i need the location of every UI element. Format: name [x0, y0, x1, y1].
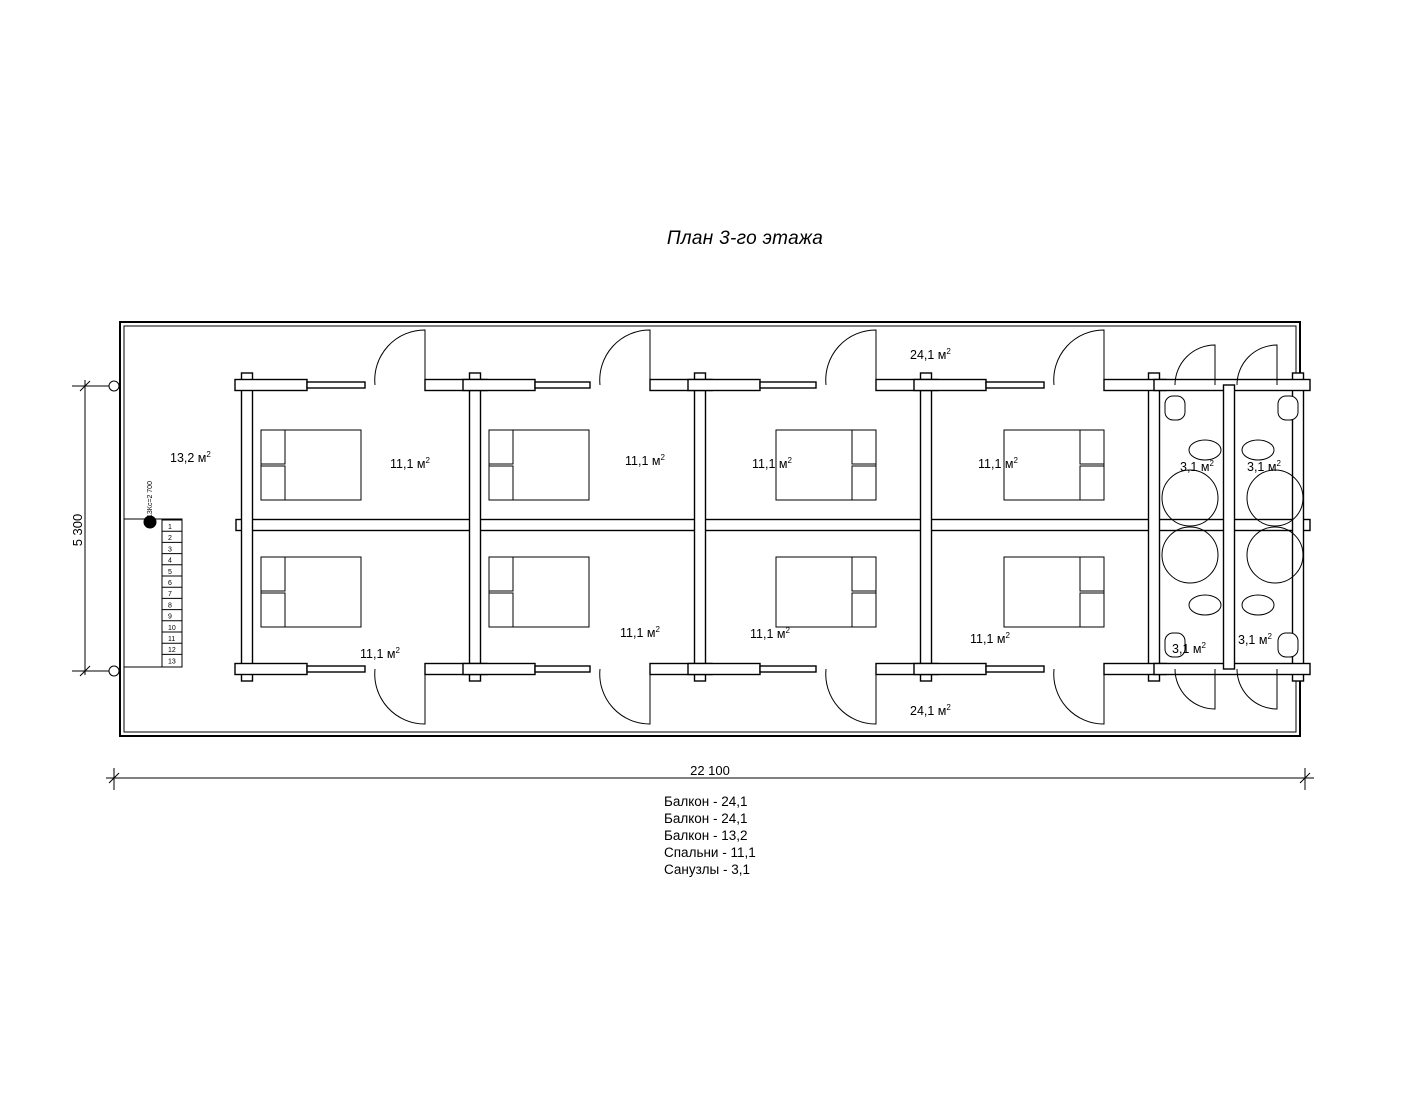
stair-step-number: 11: [168, 636, 176, 643]
pillow: [1080, 557, 1104, 591]
legend-item: Балкон - 13,2: [664, 828, 748, 843]
pillow: [1080, 430, 1104, 464]
sink: [1165, 396, 1185, 420]
door-swing: [826, 330, 876, 385]
toilet: [1189, 440, 1221, 460]
area-balcony-left: 13,2 $м^2$: [170, 450, 211, 465]
area-bedroom: 11,1 $м^2$: [620, 625, 660, 640]
wall: [695, 373, 706, 681]
wall: [463, 380, 535, 391]
stair-step-number: 12: [168, 647, 176, 655]
window: [760, 666, 816, 672]
wall: [235, 380, 307, 391]
door-swing: [1054, 330, 1104, 385]
window: [535, 666, 590, 672]
pillow: [852, 466, 876, 500]
pillow: [489, 430, 513, 464]
wall: [921, 373, 932, 681]
stair-step-number: 7: [168, 591, 172, 599]
stair-step-number: 1: [168, 524, 172, 531]
pillow: [261, 466, 285, 500]
area-bathroom: 3,1 $м^2$: [1247, 459, 1281, 474]
wall: [463, 664, 535, 675]
stair-step-number: 9: [168, 613, 172, 621]
staircase: [124, 516, 182, 667]
shower: [1162, 527, 1218, 583]
area-balcony-bottom: 24,1 $м^2$: [910, 703, 951, 718]
area-bedroom: 11,1 $м^2$: [360, 646, 400, 661]
window: [986, 666, 1044, 672]
stair-step-number: 3: [168, 546, 172, 554]
stair-step-number: 6: [168, 580, 172, 587]
wall: [470, 373, 481, 681]
wall: [1224, 385, 1235, 669]
pillow: [489, 466, 513, 500]
door-swing: [600, 669, 650, 724]
window: [760, 382, 816, 388]
door-swing: [375, 330, 425, 385]
pillow: [852, 557, 876, 591]
door-swing: [1054, 669, 1104, 724]
door-swing: [600, 330, 650, 385]
stair-step-number: 8: [168, 602, 172, 610]
wall: [1149, 373, 1160, 681]
legend-item: Балкон - 24,1: [664, 811, 748, 826]
sink: [1278, 396, 1298, 420]
door-swing: [375, 669, 425, 724]
shower: [1162, 470, 1218, 526]
pillow: [261, 593, 285, 627]
sink: [1278, 633, 1298, 657]
stair-step-number: 13: [168, 658, 176, 666]
legend-item: Санузлы - 3,1: [664, 862, 750, 877]
stair-step-number: 10: [168, 624, 176, 632]
toilet: [1189, 595, 1221, 615]
toilet: [1242, 595, 1274, 615]
window: [307, 666, 365, 672]
pillow: [261, 430, 285, 464]
height-dimension-label: 5 300: [70, 513, 85, 547]
area-legend: [664, 793, 756, 878]
pillow: [852, 593, 876, 627]
pillow: [489, 593, 513, 627]
pillow: [261, 557, 285, 591]
area-bedroom: 11,1 $м^2$: [390, 456, 430, 471]
window: [986, 382, 1044, 388]
wall: [235, 664, 307, 675]
stair-step-number: 2: [168, 535, 172, 543]
window: [535, 382, 590, 388]
wall: [242, 373, 253, 681]
area-bathroom: 3,1 $м^2$: [1172, 641, 1206, 656]
area-balcony-top: 24,1 $м^2$: [910, 347, 951, 362]
toilet: [1242, 440, 1274, 460]
wall: [688, 380, 760, 391]
pillow: [1080, 593, 1104, 627]
pillow: [852, 430, 876, 464]
area-bedroom: 11,1 $м^2$: [978, 456, 1018, 471]
plan-title: План 3-го этажа: [666, 228, 824, 249]
door-swing: [826, 669, 876, 724]
stair-dimension-label: 13Кс=2 700: [147, 481, 154, 518]
area-bedroom: 11,1 $м^2$: [752, 456, 792, 471]
area-bathroom: 3,1 $м^2$: [1238, 632, 1272, 647]
interior-walls: [235, 330, 1310, 724]
area-bedroom: 11,1 $м^2$: [750, 626, 790, 641]
pillow: [1080, 466, 1104, 500]
wall: [688, 664, 760, 675]
legend-item: Балкон - 24,1: [664, 794, 748, 809]
stair-step-number: 4: [168, 557, 172, 565]
width-dimension-label: 22 100: [690, 763, 730, 778]
area-labels: [170, 347, 1281, 718]
pillow: [489, 557, 513, 591]
area-bedroom: 11,1 $м^2$: [970, 631, 1010, 646]
wall: [914, 380, 986, 391]
area-bedroom: 11,1 $м^2$: [625, 453, 665, 468]
window: [307, 382, 365, 388]
legend-item: Спальни - 11,1: [664, 845, 756, 860]
wall: [914, 664, 986, 675]
stair-step-number: 5: [168, 568, 172, 576]
area-bathroom: 3,1 $м^2$: [1180, 459, 1214, 474]
